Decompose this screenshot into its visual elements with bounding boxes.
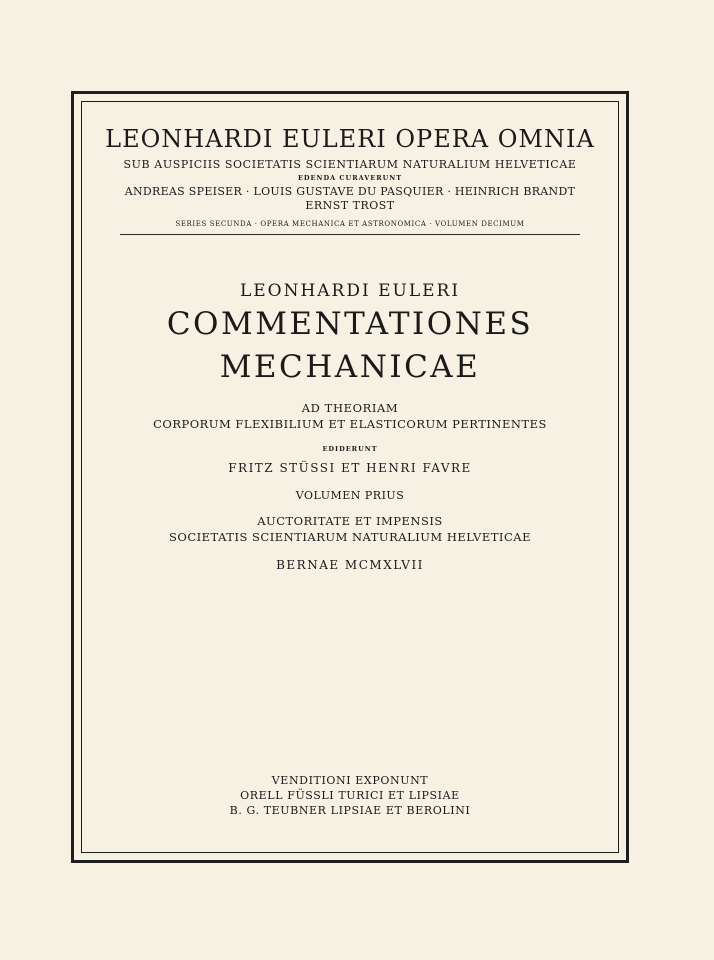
title-page: [86, 101, 614, 572]
divider-rule: [120, 234, 580, 235]
series-title: LEONHARDI EULERI OPERA OMNIA: [105, 125, 595, 153]
volume-label: VOLUMEN PRIUS: [295, 488, 405, 502]
ediderunt-label: EDIDERUNT: [322, 444, 378, 453]
sub-auspiciis-line: SUB AUSPICIIS SOCIETATIS SCIENTIARUM NATURALIUM HELVETICAE: [123, 158, 577, 171]
general-editors-line: ANDREAS SPEISER · LOUIS GUSTAVE DU PASQUIER · HEINRICH BRANDT: [124, 185, 576, 198]
main-title-line-1: COMMENTATIONES: [166, 306, 534, 342]
subtitle-line-1: AD THEORIAM: [301, 400, 399, 415]
curaverunt-label: EDENDA CURAVERUNT: [297, 174, 403, 182]
author-name: LEONHARDI EULERI: [239, 281, 461, 301]
auctoritate-line-1: AUCTORITATE ET IMPENSIS: [257, 513, 443, 528]
publishers-line-3: B. G. TEUBNER LIPSIAE ET BEROLINI: [229, 804, 471, 817]
general-editors-line-2: ERNST TROST: [305, 199, 395, 212]
imprint-line: BERNAE MCMXLVII: [276, 557, 424, 572]
publishers-line-2: ORELL FÜSSLI TURICI ET LIPSIAE: [240, 789, 460, 802]
volume-editors: FRITZ STÜSSI ET HENRI FAVRE: [228, 460, 472, 475]
auctoritate-line-2: SOCIETATIS SCIENTIARUM NATURALIUM HELVETICAE: [169, 529, 531, 544]
publishers-block: [86, 772, 614, 817]
publishers-line-1: VENDITIONI EXPONUNT: [271, 774, 429, 787]
subtitle-line-2: CORPORUM FLEXIBILIUM ET ELASTICORUM PERTINENTES: [153, 416, 547, 431]
main-title-line-2: MECHANICAE: [219, 348, 481, 385]
series-volume-line: SERIES SECUNDA · OPERA MECHANICA ET ASTRONOMICA · VOLUMEN DECIMUM: [175, 220, 525, 228]
